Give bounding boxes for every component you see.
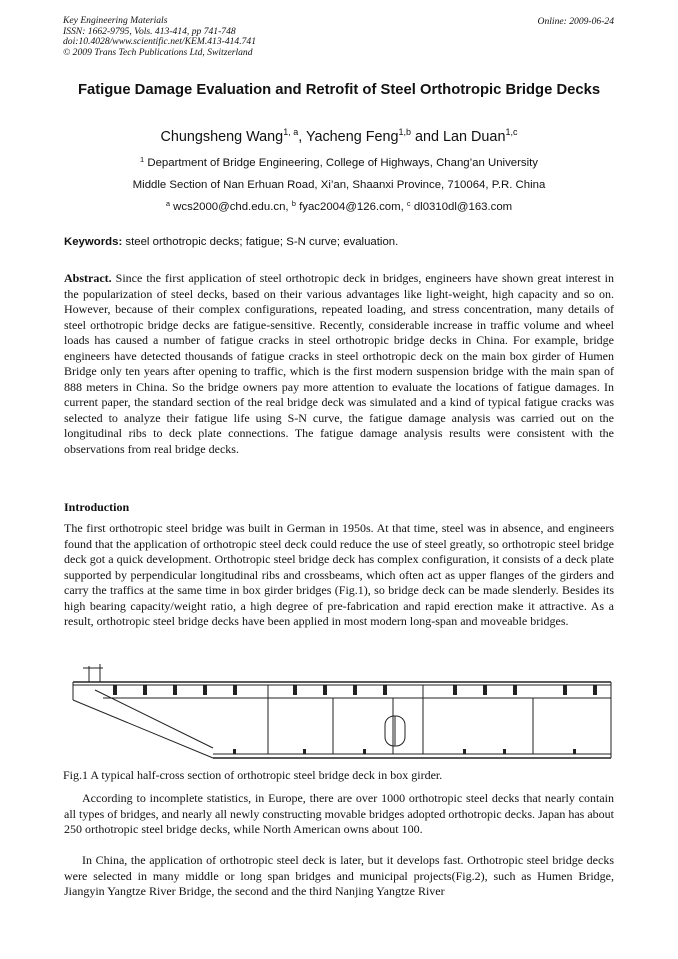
- figure-bridge-cross-section: [63, 660, 613, 760]
- longitudinal-ribs: [113, 685, 597, 695]
- journal-copyright: © 2009 Trans Tech Publications Ltd, Switzerland: [63, 46, 253, 58]
- email-link[interactable]: fyac2004@126.com,: [299, 201, 407, 213]
- paper-title: Fatigue Damage Evaluation and Retrofit of Steel Orthotropic Bridge Decks: [77, 82, 601, 98]
- rib: [483, 685, 487, 695]
- rib: [383, 685, 387, 695]
- rib: [143, 685, 147, 695]
- author-sep: ,: [298, 129, 306, 145]
- rib: [353, 685, 357, 695]
- journal-doi: doi:10.4028/www.scientific.net/KEM.413-414.741: [63, 36, 257, 48]
- rib: [303, 749, 306, 754]
- rib: [573, 749, 576, 754]
- rib: [113, 685, 117, 695]
- journal-info: [63, 16, 256, 58]
- email-link[interactable]: wcs2000@chd.edu.cn,: [173, 201, 292, 213]
- keywords-text: steel orthotropic decks; fatigue; S-N curve; evaluation.: [125, 236, 399, 248]
- affiliation-text: Department of Bridge Engineering, College of Highways, Chang’an University: [147, 157, 538, 169]
- rib: [593, 685, 597, 695]
- rib: [323, 685, 327, 695]
- rib: [453, 685, 457, 695]
- email-line: [0, 201, 678, 213]
- author-name: Yacheng Feng: [305, 129, 399, 145]
- author-sup: 1, a: [283, 127, 299, 137]
- rib: [233, 749, 236, 754]
- rib: [363, 749, 366, 754]
- journal-name: Key Engineering Materials: [63, 15, 168, 26]
- affiliation-sup: 1: [140, 155, 145, 164]
- intro-paragraph-2: According to incomplete statistics, in Europe, there are over 1000 orthotropic steel decks that nearly contain all types of bridges, and nearly all newly constructing movable bridges adopted orthotropic decks. Japan has about 250 orthotropic steel bridge decks, while North American owns about 100.: [64, 791, 614, 836]
- rib: [563, 685, 567, 695]
- email-sup: b: [291, 199, 296, 208]
- rib: [463, 749, 466, 754]
- email-sup: c: [406, 199, 411, 208]
- section-heading-introduction: Introduction: [64, 500, 130, 514]
- abstract: [64, 271, 614, 457]
- email-link[interactable]: dl0310dl@163.com: [413, 201, 513, 213]
- figure-caption: Fig.1 A typical half-cross section of orthotropic steel bridge deck in box girder.: [63, 768, 443, 782]
- rib: [293, 685, 297, 695]
- sloped-stiffener: [95, 690, 213, 748]
- online-date: Online: 2009-06-24: [537, 16, 614, 27]
- rib: [513, 685, 517, 695]
- intro-paragraph-3: In China, the application of orthotropic steel deck is later, but it develops fast. Orthotropic steel bridge decks were selected in many middle or long span bridges and municipal projects(Fig.2), such as Humen Bridge, Jiangyin Yangtze River Bridge, the second and the third Nanjing Yangtze River: [64, 853, 614, 898]
- abstract-text: Since the first application of steel orthotropic deck in bridges, engineers have shown great interest in the popularization of steel decks, based on their various advantages like light-weight, high capacity and so on. However, because of their complex configurations, repeated loading, and stress concentration, many details of steel orthotropic bridge decks are fatigue-sensitive. Recently, considerable increase in traffic volume and wheel loads has caused a number of fatigue cracks in steel orthotropic bridge decks in China. For example, bridge engineers have detected thousands of fatigue cracks in steel orthotropic deck on the main box girder of Humen Bridge only ten years after opening to traffic, which is the first modern suspension bridge with the main span of 888 meters in China. So the bridge owners pay more attention to evaluate the locations of fatigue damages. In current paper, the standard section of the real bridge deck was simulated and a kind of typical fatigue cracks was selected to analyze their fatigue life using S-N curve, the fatigue damage analysis was carried out on the longitudinal ribs to deck plate connections. The fatigue damage analysis results were consistent with the observations from real bridge decks.: [64, 271, 615, 456]
- rib: [503, 749, 506, 754]
- author-name: Chungsheng Wang: [160, 129, 284, 145]
- author-list: [0, 129, 678, 145]
- author-sup: 1,c: [505, 127, 518, 137]
- keywords: [64, 236, 398, 248]
- abstract-label: Abstract.: [64, 271, 112, 285]
- sloped-bottom: [73, 700, 213, 758]
- intro-paragraph-1: The first orthotropic steel bridge was built in German in 1950s. At that time, steel was in absence, and engineers found that the application of orthotropic steel deck could reduce the use of steel greatly, so orthotropic steel bridge deck got a quick development. Orthotropic steel bridge deck has complex configuration, it consists of a deck plate supported by perpendicular longitudinal ribs and crossbeams, which often act as upper flanges of the girders and carry the traffics at the same time in box girder bridges (Fig.1), so bridge deck can be made slenderly. Besides its high bearing capacity/weight ratio, a high degree of pre-fabrication and rapid erection make it attractive. As a result, orthotropic steel bridge decks have been applied in most modern long-span and moveable bridges.: [64, 521, 614, 628]
- rib: [173, 685, 177, 695]
- bottom-ribs: [233, 749, 576, 754]
- rib: [233, 685, 237, 695]
- rib: [203, 685, 207, 695]
- author-sup: 1,b: [398, 127, 412, 137]
- keywords-label: Keywords:: [64, 236, 123, 248]
- email-sup: a: [165, 199, 170, 208]
- journal-issn: ISSN: 1662-9795, Vols. 413-414, pp 741-748: [63, 25, 236, 37]
- author-sep: and: [411, 129, 444, 145]
- affiliation-line-2: Middle Section of Nan Erhuan Road, Xi’an, Shaanxi Province, 710064, P.R. China: [132, 179, 546, 191]
- author-name: Lan Duan: [443, 129, 506, 145]
- affiliation-line-1: [0, 157, 678, 169]
